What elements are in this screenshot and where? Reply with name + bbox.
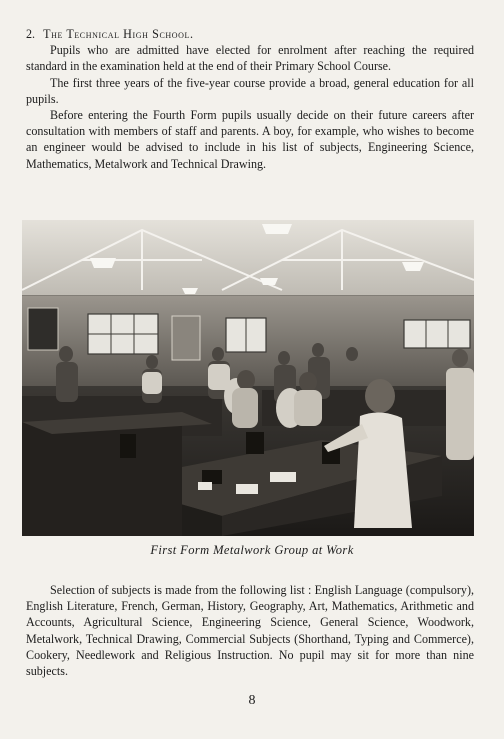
- photo-caption: First Form Metalwork Group at Work: [150, 543, 354, 557]
- section-heading: [26, 26, 474, 42]
- bottom-text-block: [26, 582, 474, 679]
- paragraph-first-three-years: The first three years of the five-year course provide a broad, general education for all pupils.: [26, 75, 474, 106]
- paragraph-admission: Pupils who are admitted have elected for enrolment after reaching the required standard in the examination held at the end of their Primary School Course.: [26, 43, 474, 74]
- paragraph-subject-list: Selection of subjects is made from the following list : English Language (compulsory), English Literature, French, German, History, Geography, Art, Mathematics, Arithmetic and Accounts, Agricultural Science, Engineering Science, General Science, Woodwork, Metalwork, Technical Drawing, Commercial Subjects (Shorthand, Typing and Commerce), Cookery, Needlework and Religious Instruction. No pupil may sit for more than nine subjects.: [26, 583, 474, 679]
- page-number: 8: [248, 693, 256, 708]
- metalwork-photo-illustration: [22, 220, 474, 536]
- top-text-block: [26, 26, 474, 172]
- metalwork-photo: [22, 220, 474, 536]
- section-number: 2.: [26, 27, 36, 41]
- section-title: The Technical High School.: [43, 27, 194, 41]
- paragraph-fourth-form: Before entering the Fourth Form pupils usually decide on their future careers after consultation with members of staff and parents. A boy, for example, who wishes to become an engineer would be advised to include in his list of subjects, Engineering Science, Mathematics, Metalwork and Technical Drawing.: [26, 108, 474, 171]
